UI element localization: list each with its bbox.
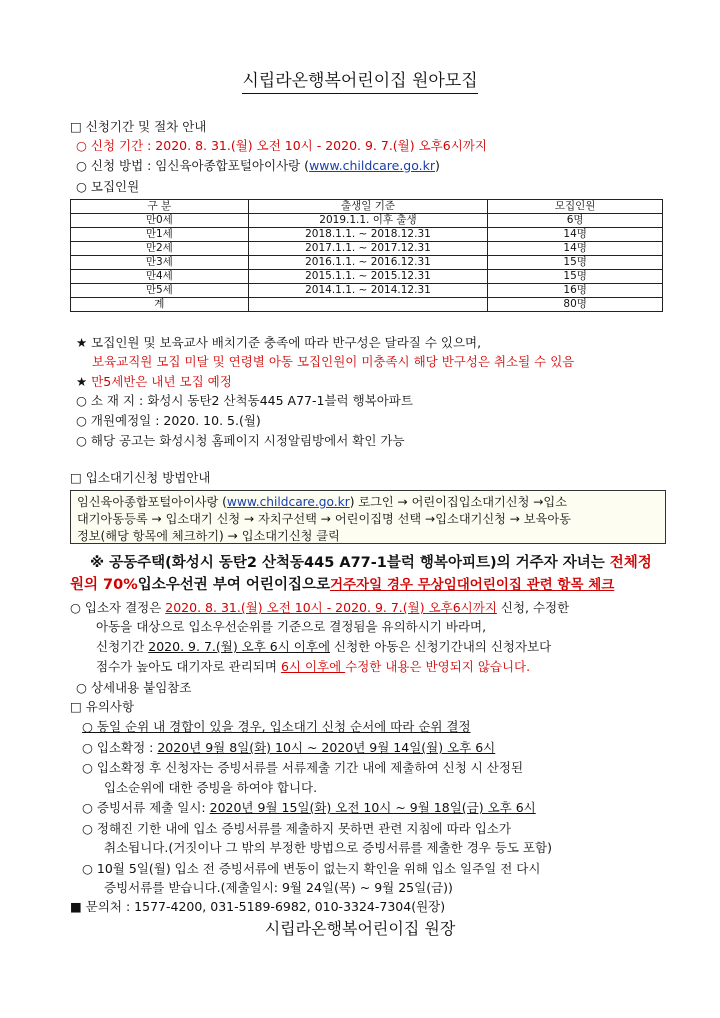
table-header	[71, 200, 663, 214]
application-method: ○ 신청 방법 : 임신육아종합포털아이사랑 (www.childcare.go.kr)	[76, 158, 440, 173]
steps-line: 대기아동등록 → 입소대기 신청 → 자치구선택 → 어린이집명 선택 →입소대기신청 → 보육아동	[77, 512, 571, 526]
contact-info: ■ 문의처 : 1577-4200, 031-5189-6982, 010-3324-7304(원장)	[70, 899, 446, 914]
section-heading-waitlist: □ 입소대기신청 방법안내	[70, 470, 211, 485]
waitlist-steps-box	[70, 490, 666, 544]
note-item: ○ 증빙서류 제출 일시: 2020년 9월 15일(화) 오전 10시 ~ 9월 18일(금) 오후 6시	[82, 800, 536, 815]
opening-date: ○ 개원예정일 : 2020. 10. 5.(월)	[76, 413, 261, 428]
table-row: 만3세 2016.1.1. ~ 2016.12.31 15명	[71, 256, 663, 270]
table-row: 만5세 2014.1.1. ~ 2014.12.31 16명	[71, 284, 663, 298]
note-item: ○ 10월 5일(월) 입소 전 증빙서류에 변동이 없는지 확인을 위해 입소 일주일 전 다시	[82, 861, 541, 876]
note-item: ○ 입소확정 : 2020년 9월 8일(화) 10시 ~ 2020년 9월 14일(월) 오후 6시	[82, 740, 496, 755]
note-item: 증빙서류를 받습니다.(제출일시: 9월 24일(목) ~ 9월 25일(금))	[104, 880, 453, 895]
section-heading-application: □ 신청기간 및 절차 안내	[70, 119, 207, 134]
header-cell: 출생일 기준	[248, 200, 488, 214]
notice-location: ○ 해당 공고는 화성시청 홈페이지 시정알림방에서 확인 가능	[76, 433, 405, 448]
decision-line: ○ 입소자 결정은 2020. 8. 31.(월) 오전 10시 - 2020. 9. 7.(월) 오후6시까지 신청, 수정한	[70, 600, 570, 615]
note-item: ○ 정해진 기한 내에 입소 증빙서류를 제출하지 못하면 관련 지침에 따라 입소가	[82, 821, 511, 836]
childcare-link[interactable]: www.childcare.go.kr	[309, 158, 436, 173]
recruitment-table	[70, 199, 663, 312]
table-row: 만2세 2017.1.1. ~ 2017.12.31 14명	[71, 242, 663, 256]
page-title: 시립라온행복어린이집 원아모집	[0, 66, 720, 91]
childcare-link[interactable]: www.childcare.go.kr	[226, 495, 350, 509]
recruit-heading: ○ 모집인원	[76, 179, 140, 194]
address: ○ 소 재 지 : 화성시 동탄2 산척동445 A77-1블럭 행복아파트	[76, 393, 413, 408]
header-cell: 구 분	[71, 200, 249, 214]
decision-line: 신청기간 2020. 9. 7.(월) 오후 6시 이후에 신청한 아동은 신청기간내의 신청자보다	[96, 639, 552, 654]
note-item: 입소순위에 대한 증빙을 하여야 합니다.	[104, 780, 318, 795]
steps-line: 정보(해당 항목에 체크하기) → 입소대기신청 클릭	[77, 529, 340, 543]
note-class-config: ★ 모집인원 및 보육교사 배치기준 충족에 따라 반구성은 달라질 수 있으며,	[76, 335, 482, 350]
table-row: 만4세 2015.1.1. ~ 2015.12.31 15명	[71, 270, 663, 284]
table-row: 만1세 2018.1.1. ~ 2018.12.31 14명	[71, 228, 663, 242]
header-cell: 모집인원	[488, 200, 663, 214]
note-item: ○ 동일 순위 내 경합이 있을 경우, 입소대기 신청 순서에 따라 순위 결정	[82, 719, 471, 734]
application-period: ○ 신청 기간 : 2020. 8. 31.(월) 오전 10시 - 2020. 9. 7.(월) 오후6시까지	[76, 138, 487, 153]
decision-line: 점수가 높아도 대기자로 관리되며 6시 이후에 수정한 내용은 반영되지 않습니다.	[96, 659, 531, 674]
steps-line: 임신육아종합포털아이사랑 (www.childcare.go.kr) 로그인 → 어린이집입소대기신청 →입소	[77, 495, 567, 509]
note-item: 취소됩니다.(거짓이나 그 밖의 부정한 방법으로 증빙서류를 제출한 경우 등도 포함)	[104, 840, 552, 855]
note-age5: ★ 만5세반은 내년 모집 예정	[76, 374, 232, 389]
note-item: ○ 입소확정 후 신청자는 증빙서류를 서류제출 기간 내에 제출하여 신청 시 산정된	[82, 760, 524, 775]
section-heading-notes: □ 유의사항	[70, 699, 135, 714]
table-row: 만0세 2019.1.1. 이후 출생 6명	[71, 214, 663, 228]
detail-reference: ○ 상세내용 붙임참조	[76, 680, 192, 695]
priority-notice-cont: 원의 70%입소우선권 부여 어린이집으로거주자일 경우 무상임대어린이집 관련 항목 체크	[70, 577, 615, 593]
note-class-cancel: 보육교직원 모집 미달 및 연령별 아동 모집인원이 미충족시 해당 반구성은 취소될 수 있음	[92, 354, 575, 369]
decision-line: 아동을 대상으로 입소우선순위를 기준으로 결정됨을 유의하시기 바라며,	[96, 619, 487, 634]
signature-footer: 시립라온행복어린이집 원장	[264, 919, 456, 938]
priority-notice: ※ 공동주택(화성시 동탄2 산척동445 A77-1블럭 행복아피트)의 거주자 자녀는 전체정	[90, 555, 652, 571]
table-row-total: 계 80명	[71, 298, 663, 312]
